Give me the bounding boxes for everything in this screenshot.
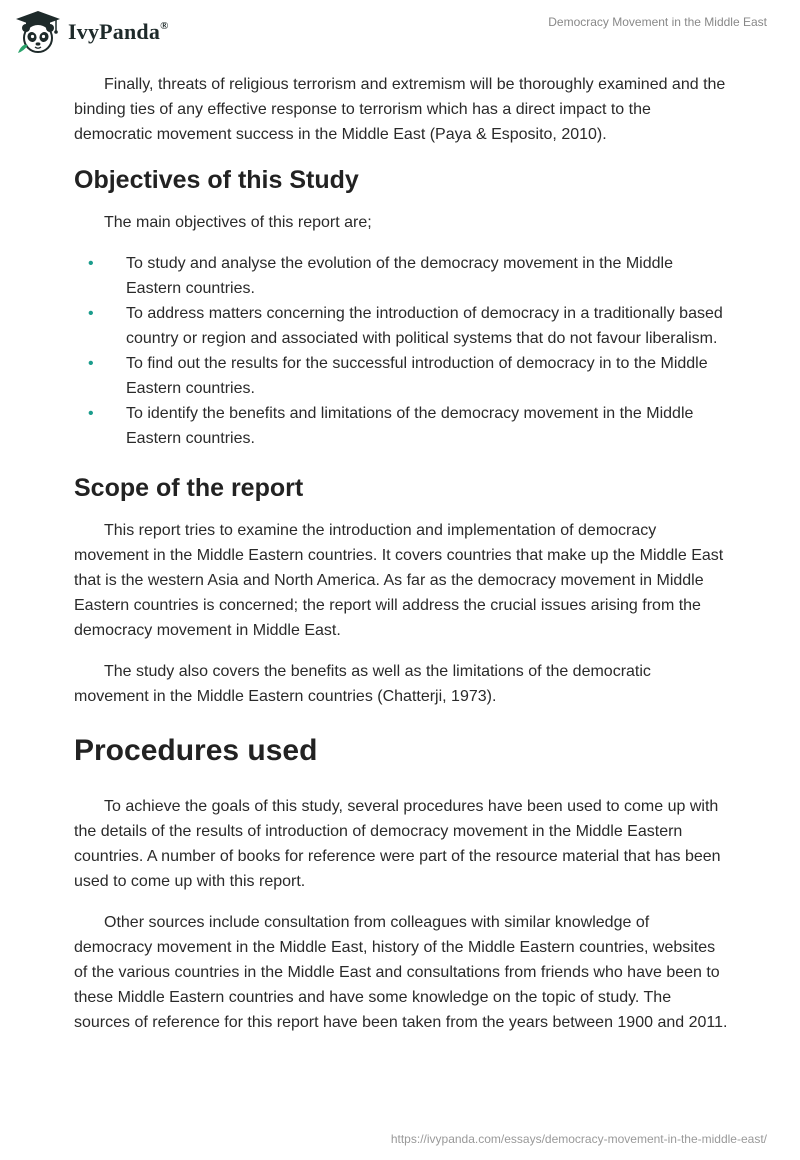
page-header <box>0 0 800 64</box>
procedures-heading: Procedures used <box>74 734 318 767</box>
objectives-list <box>74 251 730 451</box>
bullet-icon: • <box>88 405 94 422</box>
bullet-icon: • <box>88 355 94 372</box>
list-item-text: To address matters concerning the introduction of democracy in a traditionally based country or region and associated with political systems that do not favour liberalism. <box>126 305 723 347</box>
registered-mark: ® <box>160 20 169 32</box>
scope-paragraph-1: This report tries to examine the introduction and implementation of democracy movement in the Middle Eastern countries. It covers countries that make up the Middle East that is the western Asia and North America. As far as the democracy movement in Middle Eastern countries is concerned; the report will address the crucial issues arising from the democracy movement in Middle East. <box>74 522 724 639</box>
ivypanda-logo-link[interactable] <box>14 8 169 56</box>
brand-name-text: IvyPanda <box>68 19 161 44</box>
list-item-text: To find out the results for the successful introduction of democracy in to the Middle Eastern countries. <box>126 355 708 397</box>
essay-content <box>74 72 730 1051</box>
list-item <box>74 351 730 401</box>
intro-paragraph: Finally, threats of religious terrorism and extremism will be thoroughly examined and the binding ties of any effective response to terrorism which has a direct impact to the democratic movement success in the Middle East (Paya & Esposito, 2010). <box>74 76 726 143</box>
document-title: Democracy Movement in the Middle East <box>548 15 767 29</box>
panda-graduate-icon <box>14 9 62 55</box>
procedures-paragraph-1: To achieve the goals of this study, several procedures have been used to come up with the details of the results of introduction of democracy movement in the Middle Eastern countries. A number of books for reference were part of the resource material that has been used to come up with this report. <box>74 798 721 890</box>
list-item-text: To identify the benefits and limitations of the democracy movement in the Middle Eastern countries. <box>126 405 694 447</box>
list-item <box>74 401 730 451</box>
bullet-icon: • <box>88 255 94 272</box>
objectives-lead: The main objectives of this report are; <box>104 214 372 231</box>
brand-name <box>68 19 169 45</box>
list-item <box>74 301 730 351</box>
list-item-text: To study and analyse the evolution of the democracy movement in the Middle Eastern countries. <box>126 255 673 297</box>
objectives-heading: Objectives of this Study <box>74 166 359 194</box>
bullet-icon: • <box>88 305 94 322</box>
scope-paragraph-2: The study also covers the benefits as well as the limitations of the democratic movement in the Middle Eastern countries (Chatterji, 1973). <box>74 663 651 705</box>
scope-heading: Scope of the report <box>74 474 304 502</box>
source-url-link[interactable]: https://ivypanda.com/essays/democracy-movement-in-the-middle-east/ <box>390 1132 767 1146</box>
procedures-paragraph-2: Other sources include consultation from colleagues with similar knowledge of democracy movement in the Middle East, history of the Middle Eastern countries, websites of the various countries in the Middle East and consultations from friends who have been to these Middle Eastern countries and have some knowledge on the topic of study. The sources of reference for this report have been taken from the years between 1900 and 2011. <box>74 914 728 1031</box>
list-item <box>74 251 730 301</box>
